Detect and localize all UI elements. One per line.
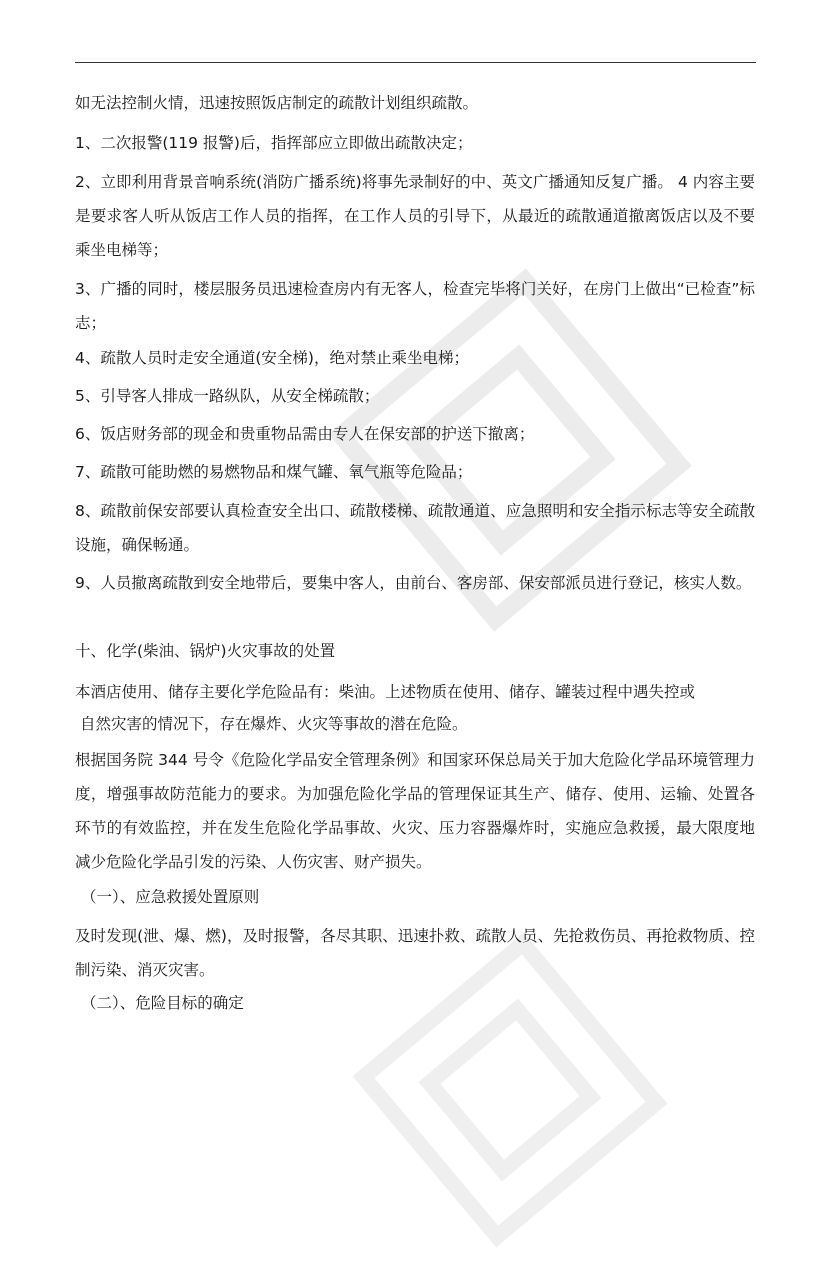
list-item-2: 2、立即利用背景音响系统(消防广播系统)将事先录制好的中、英文广播通知反复广播。 4 内容主要是要求客人听从饭店工作人员的指挥，在工作人员的引导下，从最近的疏散通道撤离饭店以及不要乘坐电梯等； [75, 173, 755, 259]
paragraph-chemicals-1: 本酒店使用、储存主要化学危险品有：柴油。上述物质在使用、储存、罐装过程中遇失控或 [75, 683, 696, 701]
section-heading-10: 十、化学(柴油、锅炉)火灾事故的处置 [75, 642, 336, 660]
list-item-3: 3、广播的同时，楼层服务员迅速检查房内有无客人，检查完毕将门关好，在房门上做出“已检查”标志； [75, 280, 755, 332]
paragraph-intro: 如无法控制火情，迅速按照饭店制定的疏散计划组织疏散。 [75, 94, 479, 112]
subsection-heading-2: （二）、危险目标的确定 [81, 994, 244, 1012]
list-item-1: 1、二次报警(119 报警)后，指挥部应立即做出疏散决定； [75, 134, 473, 152]
list-item-5: 5、引导客人排成一路纵队，从安全梯疏散； [75, 387, 380, 405]
list-item-6: 6、饭店财务部的现金和贵重物品需由专人在保安部的护送下撤离； [75, 425, 535, 443]
list-item-8: 8、疏散前保安部要认真检查安全出口、疏散楼梯、疏散通道、应急照明和安全指示标志等安全疏散设施，确保畅通。 [75, 502, 755, 554]
list-item-4: 4、疏散人员时走安全通道(安全梯)，绝对禁止乘坐电梯； [75, 349, 469, 367]
paragraph-principles: 及时发现(泄、爆、燃)，及时报警，各尽其职、迅速扑救、疏散人员、先抢救伤员、再抢救物质、控制污染、消灭灾害。 [75, 927, 755, 979]
paragraph-regulation: 根据国务院 344 号令《危险化学品安全管理条例》和国家环保总局关于加大危险化学品环境管理力度，增强事故防范能力的要求。为加强危险化学品的管理保证其生产、储存、使用、运输、处置各环节的有效监控，并在发生危险化学品事故、火灾、压力容器爆炸时，实施应急救援，最大限度地减少危险化学品引发的污染、人伤灾害、财产损失。 [75, 751, 755, 871]
list-item-7: 7、疏散可能助燃的易燃物品和煤气罐、氧气瓶等危险品； [75, 463, 473, 481]
paragraph-chemicals-2: 自然灾害的情况下，存在爆炸、火灾等事故的潜在危险。 [80, 715, 468, 733]
subsection-heading-1: （一）、应急救援处置原则 [81, 888, 260, 906]
list-item-9: 9、人员撤离疏散到安全地带后，要集中客人，由前台、客房部、保安部派员进行登记，核实人数。 [75, 574, 752, 592]
header-rule [75, 62, 756, 63]
